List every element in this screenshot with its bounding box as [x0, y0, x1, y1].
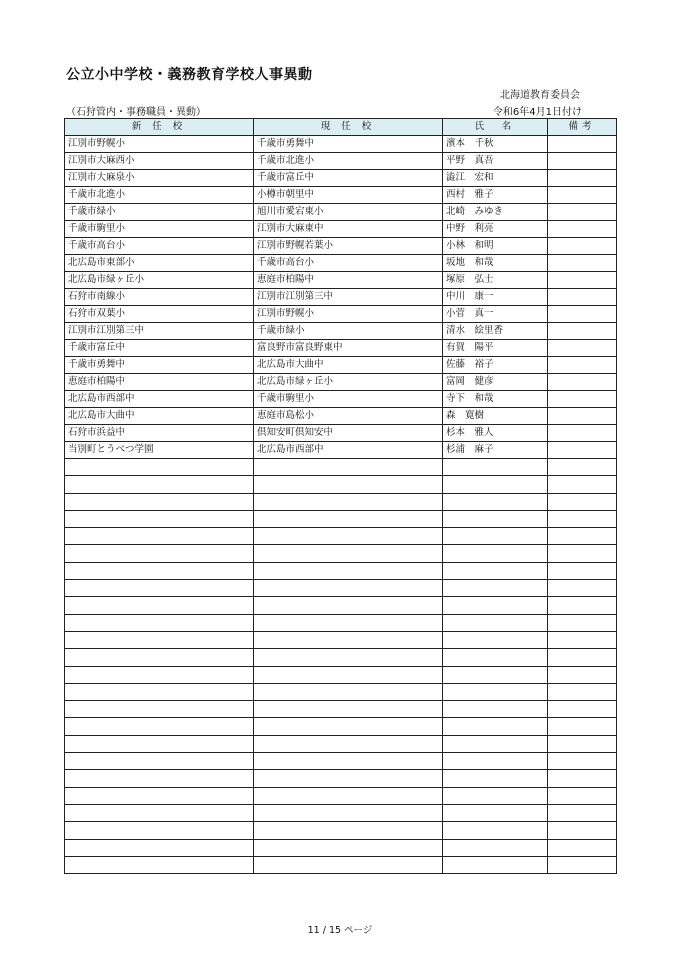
table-row [65, 442, 617, 459]
current-school-cell [254, 459, 443, 476]
name-cell: 杉本 雅人 [443, 425, 548, 442]
name-cell: 北崎 みゆき [443, 204, 548, 221]
table-row [65, 528, 617, 545]
name-cell [443, 528, 548, 545]
current-school-cell [254, 614, 443, 631]
header-remarks: 備考 [548, 119, 617, 136]
new-school-cell: 千歳市北進小 [65, 187, 254, 204]
current-school-cell: 北広島市西部中 [254, 442, 443, 459]
new-school-cell: 石狩市双葉小 [65, 306, 254, 323]
remarks-cell [548, 221, 617, 238]
current-school-cell: 江別市大麻東中 [254, 221, 443, 238]
new-school-cell: 北広島市大曲中 [65, 408, 254, 425]
name-cell [443, 839, 548, 856]
name-cell [443, 718, 548, 735]
current-school-cell [254, 683, 443, 700]
personnel-table [64, 118, 617, 874]
table-row [65, 666, 617, 683]
table-row [65, 357, 617, 374]
name-cell [443, 683, 548, 700]
remarks-cell [548, 238, 617, 255]
remarks-cell [548, 357, 617, 374]
new-school-cell: 千歳市高台小 [65, 238, 254, 255]
current-school-cell [254, 770, 443, 787]
new-school-cell: 江別市大麻西小 [65, 153, 254, 170]
effective-date: 令和6年4月1日付け [492, 107, 582, 118]
current-school-cell [254, 856, 443, 873]
remarks-cell [548, 562, 617, 579]
name-cell [443, 510, 548, 527]
current-school-cell: 千歳市勇舞中 [254, 136, 443, 153]
current-school-cell [254, 701, 443, 718]
table-row [65, 408, 617, 425]
remarks-cell [548, 340, 617, 357]
current-school-cell [254, 787, 443, 804]
name-cell: 西村 雅子 [443, 187, 548, 204]
new-school-cell [65, 856, 254, 873]
name-cell: 中川 康一 [443, 289, 548, 306]
name-cell [443, 856, 548, 873]
name-cell: 寺下 和哉 [443, 391, 548, 408]
table-row [65, 580, 617, 597]
remarks-cell [548, 374, 617, 391]
remarks-cell [548, 476, 617, 493]
remarks-cell [548, 856, 617, 873]
remarks-cell [548, 204, 617, 221]
name-cell [443, 545, 548, 562]
current-school-cell: 江別市江別第三中 [254, 289, 443, 306]
table-row [65, 459, 617, 476]
table-row [65, 804, 617, 821]
name-cell: 小菅 真一 [443, 306, 548, 323]
table-row [65, 391, 617, 408]
remarks-cell [548, 391, 617, 408]
new-school-cell: 北広島市緑ヶ丘小 [65, 272, 254, 289]
new-school-cell [65, 822, 254, 839]
name-cell [443, 649, 548, 666]
table-row [65, 323, 617, 340]
remarks-cell [548, 323, 617, 340]
name-cell [443, 476, 548, 493]
new-school-cell [65, 649, 254, 666]
current-school-cell: 恵庭市島松小 [254, 408, 443, 425]
current-school-cell: 倶知安町倶知安中 [254, 425, 443, 442]
remarks-cell [548, 289, 617, 306]
table-row [65, 340, 617, 357]
new-school-cell [65, 580, 254, 597]
remarks-cell [548, 170, 617, 187]
new-school-cell: 恵庭市柏陽中 [65, 374, 254, 391]
current-school-cell [254, 804, 443, 821]
remarks-cell [548, 597, 617, 614]
current-school-cell: 千歳市北進小 [254, 153, 443, 170]
current-school-cell: 旭川市愛宕東小 [254, 204, 443, 221]
table-row [65, 238, 617, 255]
issuing-organization: 北海道教育委員会 [500, 90, 580, 101]
new-school-cell [65, 701, 254, 718]
table-row [65, 510, 617, 527]
remarks-cell [548, 459, 617, 476]
current-school-cell [254, 493, 443, 510]
remarks-cell [548, 839, 617, 856]
name-cell [443, 493, 548, 510]
remarks-cell [548, 580, 617, 597]
remarks-cell [548, 822, 617, 839]
new-school-cell [65, 770, 254, 787]
new-school-cell [65, 804, 254, 821]
remarks-cell [548, 770, 617, 787]
table-row [65, 614, 617, 631]
current-school-cell [254, 580, 443, 597]
table-row [65, 272, 617, 289]
document-subtitle: （石狩管内・事務職員・異動） [66, 107, 206, 118]
remarks-cell [548, 425, 617, 442]
current-school-cell [254, 631, 443, 648]
current-school-cell: 北広島市大曲中 [254, 357, 443, 374]
name-cell: 澁江 宏和 [443, 170, 548, 187]
remarks-cell [548, 306, 617, 323]
table-row [65, 187, 617, 204]
new-school-cell [65, 476, 254, 493]
new-school-cell [65, 545, 254, 562]
current-school-cell: 北広島市緑ヶ丘小 [254, 374, 443, 391]
remarks-cell [548, 753, 617, 770]
new-school-cell: 江別市大麻泉小 [65, 170, 254, 187]
new-school-cell: 千歳市富丘中 [65, 340, 254, 357]
name-cell [443, 822, 548, 839]
current-school-cell: 千歳市駒里小 [254, 391, 443, 408]
name-cell: 小林 和明 [443, 238, 548, 255]
remarks-cell [548, 187, 617, 204]
new-school-cell [65, 787, 254, 804]
document-title: 公立小中学校・義務教育学校人事異動 [66, 67, 313, 83]
name-cell: 中野 利亮 [443, 221, 548, 238]
remarks-cell [548, 408, 617, 425]
page-number: 11 / 15 ページ [307, 925, 373, 936]
current-school-cell [254, 545, 443, 562]
new-school-cell [65, 753, 254, 770]
table-row [65, 545, 617, 562]
name-cell: 塚原 弘士 [443, 272, 548, 289]
name-cell: 佐藤 裕子 [443, 357, 548, 374]
remarks-cell [548, 683, 617, 700]
name-cell [443, 597, 548, 614]
remarks-cell [548, 735, 617, 752]
new-school-cell [65, 735, 254, 752]
header-current-school: 現 任 校 [254, 119, 443, 136]
remarks-cell [548, 545, 617, 562]
table-row [65, 493, 617, 510]
remarks-cell [548, 631, 617, 648]
new-school-cell: 石狩市浜益中 [65, 425, 254, 442]
name-cell [443, 614, 548, 631]
new-school-cell [65, 666, 254, 683]
new-school-cell: 江別市野幌小 [65, 136, 254, 153]
new-school-cell: 千歳市勇舞中 [65, 357, 254, 374]
remarks-cell [548, 804, 617, 821]
table-row [65, 735, 617, 752]
table-row [65, 289, 617, 306]
table-row [65, 770, 617, 787]
table-row [65, 718, 617, 735]
current-school-cell: 恵庭市柏陽中 [254, 272, 443, 289]
current-school-cell: 富良野市富良野東中 [254, 340, 443, 357]
table-row [65, 701, 617, 718]
table-row [65, 306, 617, 323]
current-school-cell [254, 528, 443, 545]
table-row [65, 170, 617, 187]
new-school-cell [65, 459, 254, 476]
remarks-cell [548, 272, 617, 289]
current-school-cell [254, 753, 443, 770]
remarks-cell [548, 528, 617, 545]
remarks-cell [548, 136, 617, 153]
new-school-cell: 江別市江別第三中 [65, 323, 254, 340]
name-cell: 有賀 陽平 [443, 340, 548, 357]
header-new-school: 新 任 校 [65, 119, 254, 136]
name-cell [443, 770, 548, 787]
new-school-cell: 千歳市駒里小 [65, 221, 254, 238]
current-school-cell: 江別市野幌若葉小 [254, 238, 443, 255]
name-cell: 清水 絵里香 [443, 323, 548, 340]
remarks-cell [548, 666, 617, 683]
table-row [65, 631, 617, 648]
remarks-cell [548, 493, 617, 510]
new-school-cell [65, 614, 254, 631]
table-row [65, 597, 617, 614]
remarks-cell [548, 701, 617, 718]
new-school-cell: 北広島市東部小 [65, 255, 254, 272]
current-school-cell [254, 476, 443, 493]
name-cell: 坂地 和哉 [443, 255, 548, 272]
table-row [65, 562, 617, 579]
remarks-cell [548, 153, 617, 170]
table-row [65, 476, 617, 493]
current-school-cell: 小樽市朝里中 [254, 187, 443, 204]
current-school-cell [254, 666, 443, 683]
name-cell: 杉浦 麻子 [443, 442, 548, 459]
remarks-cell [548, 649, 617, 666]
remarks-cell [548, 718, 617, 735]
table-row [65, 839, 617, 856]
current-school-cell [254, 735, 443, 752]
new-school-cell [65, 562, 254, 579]
table-row [65, 822, 617, 839]
current-school-cell [254, 822, 443, 839]
table-row [65, 255, 617, 272]
current-school-cell: 江別市野幌小 [254, 306, 443, 323]
name-cell [443, 459, 548, 476]
new-school-cell [65, 718, 254, 735]
current-school-cell [254, 510, 443, 527]
name-cell: 森 寛樹 [443, 408, 548, 425]
header-name: 氏 名 [443, 119, 548, 136]
name-cell [443, 735, 548, 752]
name-cell: 平野 真吾 [443, 153, 548, 170]
table-row [65, 683, 617, 700]
new-school-cell [65, 839, 254, 856]
new-school-cell [65, 510, 254, 527]
remarks-cell [548, 614, 617, 631]
table-row [65, 153, 617, 170]
name-cell [443, 753, 548, 770]
new-school-cell: 石狩市南線小 [65, 289, 254, 306]
current-school-cell: 千歳市緑小 [254, 323, 443, 340]
name-cell: 濱本 千秋 [443, 136, 548, 153]
name-cell [443, 666, 548, 683]
new-school-cell: 千歳市緑小 [65, 204, 254, 221]
table-row [65, 425, 617, 442]
table-row [65, 136, 617, 153]
current-school-cell [254, 839, 443, 856]
name-cell [443, 787, 548, 804]
table-row [65, 787, 617, 804]
name-cell [443, 804, 548, 821]
table-row [65, 204, 617, 221]
new-school-cell [65, 683, 254, 700]
current-school-cell [254, 649, 443, 666]
table-row [65, 221, 617, 238]
table-header-row [65, 119, 617, 136]
name-cell [443, 580, 548, 597]
current-school-cell: 千歳市高台小 [254, 255, 443, 272]
remarks-cell [548, 787, 617, 804]
new-school-cell [65, 597, 254, 614]
name-cell [443, 631, 548, 648]
remarks-cell [548, 255, 617, 272]
remarks-cell [548, 510, 617, 527]
name-cell: 富岡 健彦 [443, 374, 548, 391]
current-school-cell [254, 597, 443, 614]
new-school-cell: 北広島市西部中 [65, 391, 254, 408]
table-row [65, 856, 617, 873]
new-school-cell [65, 528, 254, 545]
name-cell [443, 701, 548, 718]
new-school-cell [65, 493, 254, 510]
new-school-cell [65, 631, 254, 648]
table-row [65, 374, 617, 391]
table-row [65, 753, 617, 770]
table-row [65, 649, 617, 666]
current-school-cell: 千歳市富丘中 [254, 170, 443, 187]
current-school-cell [254, 718, 443, 735]
current-school-cell [254, 562, 443, 579]
remarks-cell [548, 442, 617, 459]
name-cell [443, 562, 548, 579]
new-school-cell: 当別町とうべつ学園 [65, 442, 254, 459]
